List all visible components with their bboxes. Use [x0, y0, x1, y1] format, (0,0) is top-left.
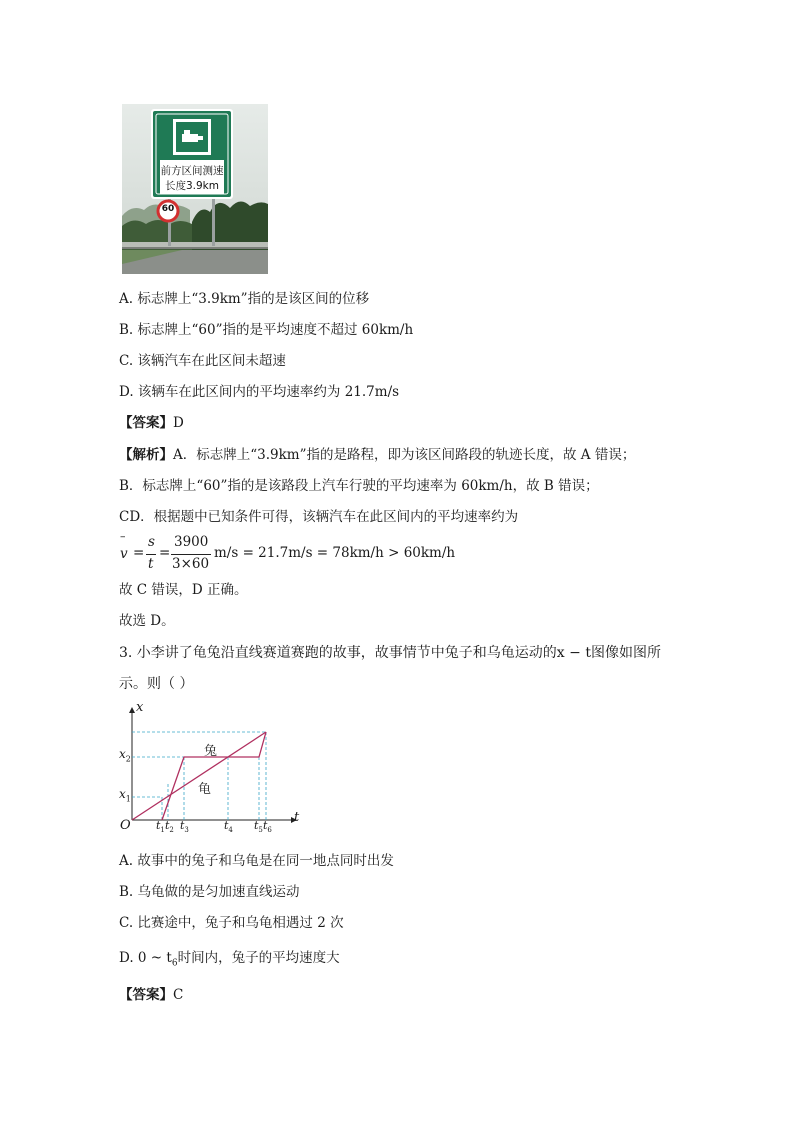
t3-label: $t_3$ [180, 819, 189, 835]
q2-option-c: C. 该辆汽车在此区间未超速 [119, 353, 286, 369]
formula-s: s [148, 534, 155, 550]
answer-tag: 【答案】 [119, 415, 173, 431]
formula-v: v [120, 546, 128, 562]
q2-analysis-line-1 [119, 445, 635, 465]
x2-label: $x_2$ [119, 747, 131, 764]
analysis-tag: 【解析】 [119, 447, 173, 463]
turtle-label: 龟 [198, 782, 212, 797]
turtle-line [132, 732, 266, 820]
q2-option-b: B. 标志牌上“60”指的是平均速度不超过 60km/h [119, 322, 414, 338]
sign-text-line1: 前方区间测速 [160, 165, 224, 177]
road-sign-photo [122, 104, 268, 274]
q2-analysis-line-3: CD．根据题中已知条件可得，该辆汽车在此区间内的平均速率约为 [119, 509, 519, 525]
q3-option-b: B. 乌龟做的是匀加速直线运动 [119, 884, 300, 900]
formula-denominator: 3×60 [172, 556, 210, 572]
origin-label: O [120, 818, 131, 833]
t5-label: $t_5$ [254, 819, 263, 835]
q3-option-a: A. 故事中的兔子和乌龟是在同一地点同时出发 [119, 853, 394, 869]
q2-answer [119, 413, 184, 433]
rabbit-label: 兔 [204, 744, 218, 759]
t2-label: $t_2$ [165, 819, 174, 835]
formula-eq2: = [159, 545, 171, 561]
x-axis-label: x [136, 700, 144, 715]
analysis-text: A．标志牌上“3.9km”指的是路程，即为该区间路段的轨迹长度，故 A 错误； [173, 447, 636, 463]
t-axis-label: t [294, 810, 300, 825]
answer-value: D [173, 415, 184, 431]
formula-eq1: = [133, 545, 145, 561]
formula-result: m/s = 21.7m/s = 78km/h > 60km/h [214, 545, 456, 561]
speed-limit-number: 60 [161, 204, 175, 214]
formula-t: t [148, 556, 154, 572]
q3-option-c: C. 比赛途中，兔子和乌龟相遇过 2 次 [119, 915, 344, 931]
t6-label: $t_6$ [263, 819, 272, 835]
q3-option-d: D. 0 ~ $t_6$时间内，兔子的平均速度大 [119, 950, 340, 969]
q2-conclusion-1: 故 C 错误，D 正确。 [119, 582, 248, 598]
q2-option-a: A. 标志牌上“3.9km”指的是该区间的位移 [119, 291, 370, 307]
t1-label: $t_1$ [156, 819, 165, 835]
x1-label: $x_1$ [119, 787, 131, 804]
q2-conclusion-2: 故选 D。 [119, 613, 175, 629]
sign-text-line2: 长度3.9km [164, 180, 219, 192]
answer-tag: 【答案】 [119, 987, 173, 1003]
t4-label: $t_4$ [224, 819, 233, 835]
formula-numerator: 3900 [174, 534, 209, 550]
q2-analysis-line-2: B．标志牌上“60”指的是该路段上汽车行驶的平均速率为 60km/h，故 B 错误； [119, 478, 599, 494]
fraction-bar-2 [171, 554, 211, 555]
q2-option-d: D. 该辆车在此区间内的平均速率约为 21.7m/s [119, 384, 400, 400]
q3-stem-line-2: 示。则（ ） [119, 676, 194, 692]
q3-answer [119, 985, 183, 1005]
fraction-bar-1 [146, 554, 156, 555]
q3-stem-line-1: 3. 小李讲了龟兔沿直线赛道赛跑的故事，故事情节中兔子和乌龟运动的x − t图像如图所 [119, 645, 661, 661]
answer-value: C [173, 987, 184, 1003]
overbar: – [120, 530, 126, 543]
